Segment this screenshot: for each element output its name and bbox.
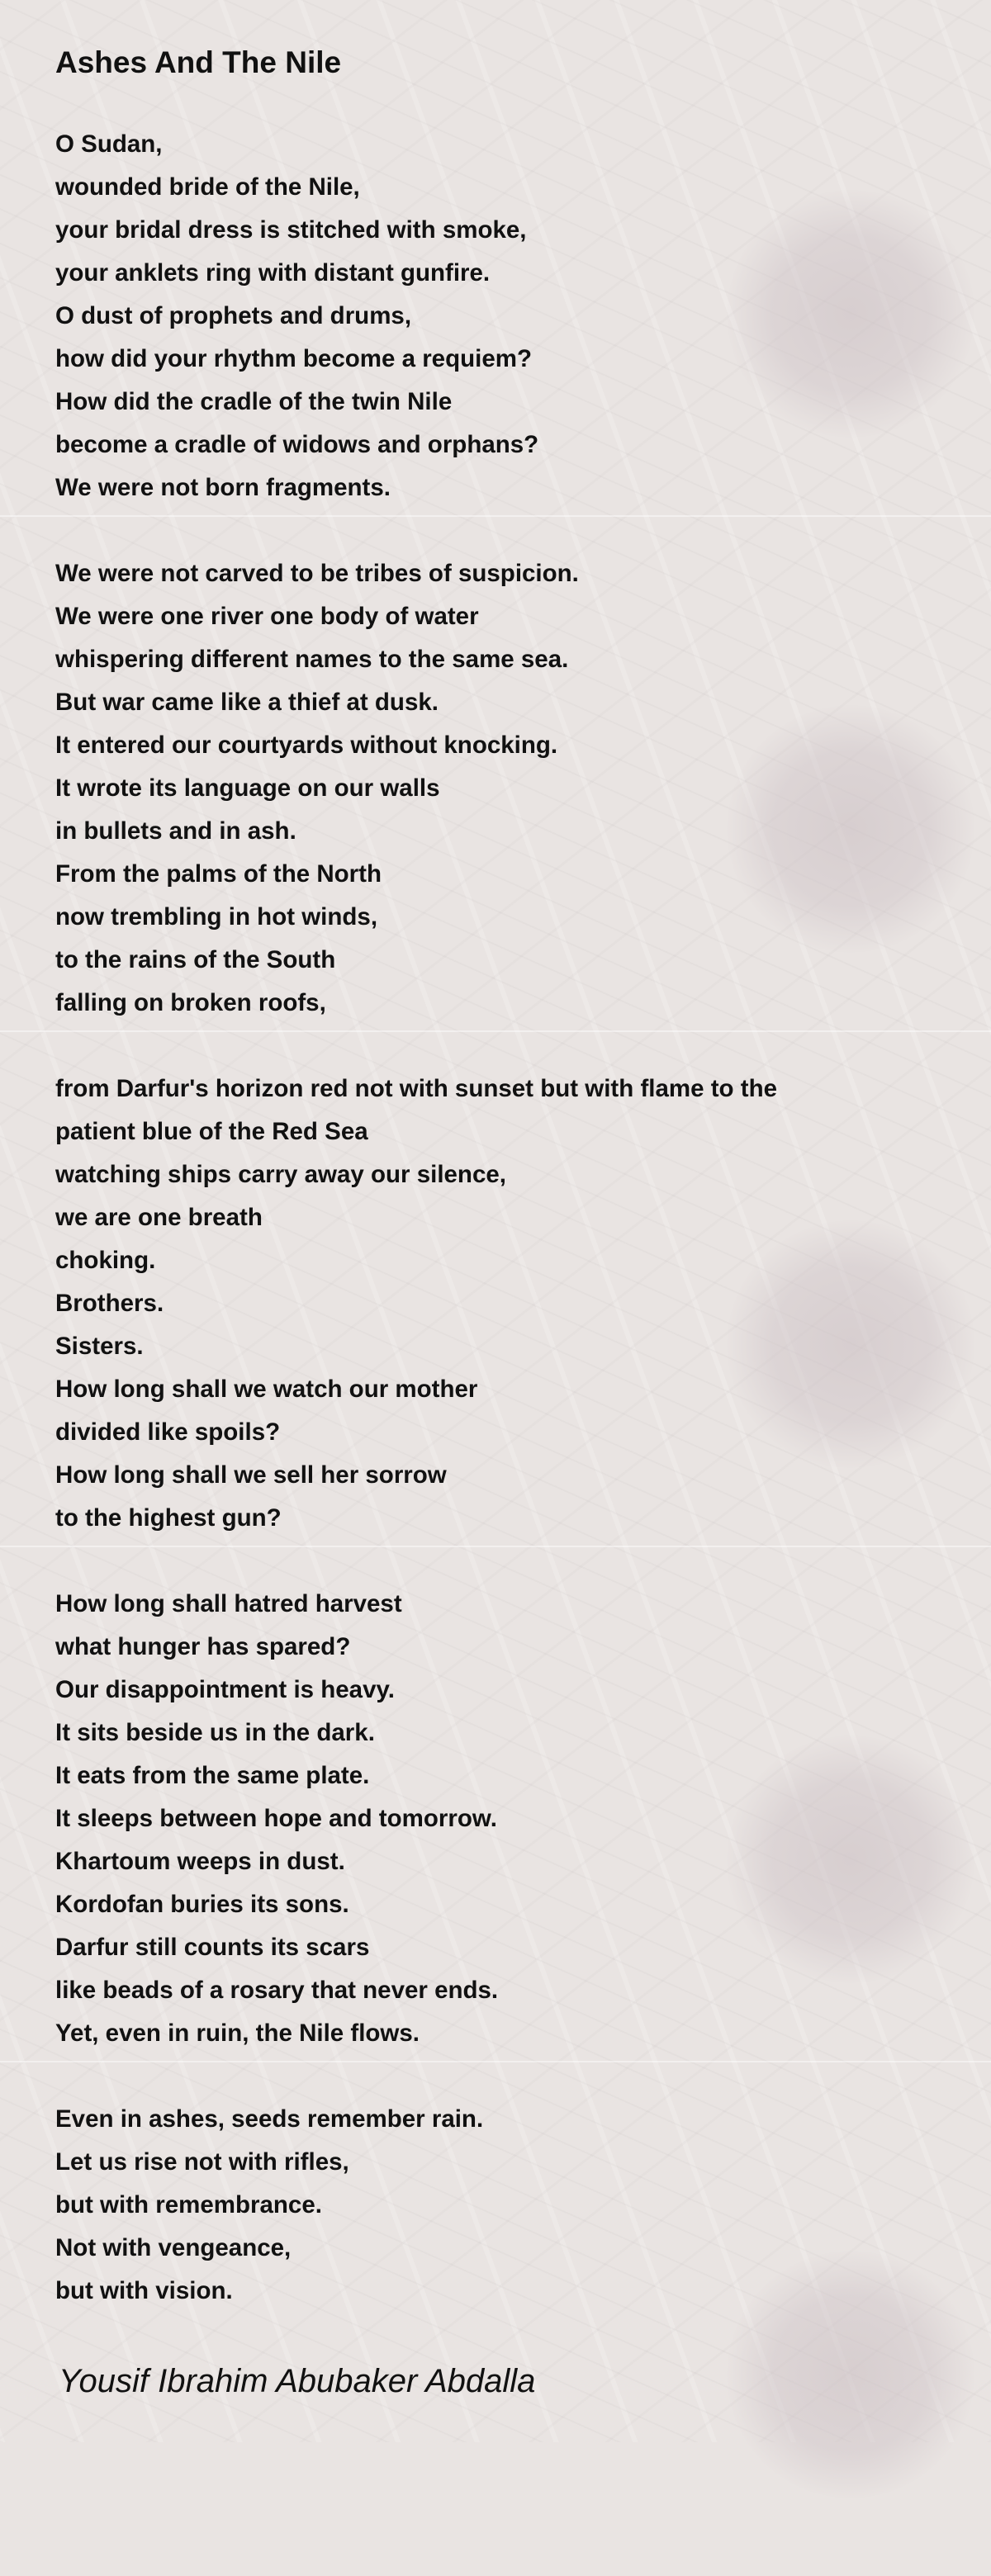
stanza-3 xyxy=(55,1068,947,1540)
poem-line: We were one river one body of water xyxy=(55,603,479,630)
band-divider xyxy=(0,2061,991,2062)
poem-line: Khartoum weeps in dust. xyxy=(55,1848,345,1875)
poem-line: watching ships carry away our silence, xyxy=(55,1161,506,1188)
poem-line: How did the cradle of the twin Nile xyxy=(55,388,453,415)
poem-line: O dust of prophets and drums, xyxy=(55,302,412,329)
poem-line: falling on broken roofs, xyxy=(55,989,326,1016)
poem-line: what hunger has spared? xyxy=(55,1633,351,1660)
poem-line: to the rains of the South xyxy=(55,946,336,973)
poem-line: your bridal dress is stitched with smoke, xyxy=(55,216,527,244)
poem-line: Brothers. xyxy=(55,1290,164,1317)
poem-line: It entered our courtyards without knocking. xyxy=(55,732,558,759)
poem-line: your anklets ring with distant gunfire. xyxy=(55,259,491,286)
poem-line: but with vision. xyxy=(55,2277,233,2304)
poem-line: It wrote its language on our walls xyxy=(55,774,440,802)
poem-line: choking. xyxy=(55,1247,156,1274)
poem-line: Sisters. xyxy=(55,1333,144,1360)
poem-line: It sits beside us in the dark. xyxy=(55,1719,375,1746)
poem-author: Yousif Ibrahim Abubaker Abdalla xyxy=(59,2363,536,2399)
poem-line: wounded bride of the Nile, xyxy=(55,173,360,201)
poem-line: It sleeps between hope and tomorrow. xyxy=(55,1805,497,1832)
poem-line: we are one breath xyxy=(55,1204,263,1231)
poem-line: how did your rhythm become a requiem? xyxy=(55,345,532,372)
poem-line: to the highest gun? xyxy=(55,1504,282,1532)
poem-line: O Sudan, xyxy=(55,130,163,158)
stanza-1 xyxy=(55,123,947,509)
stanza-2 xyxy=(55,552,947,1025)
poem-line: in bullets and in ash. xyxy=(55,817,296,845)
poem-line: patient blue of the Red Sea xyxy=(55,1118,368,1145)
stanza-4 xyxy=(55,1583,947,2055)
poem-line: from Darfur's horizon red not with sunset but with flame to the xyxy=(55,1075,777,1102)
poem-line: divided like spoils? xyxy=(55,1418,281,1446)
band-divider xyxy=(0,1546,991,1547)
poem-line: Our disappointment is heavy. xyxy=(55,1676,395,1703)
poem-line: Yet, even in ruin, the Nile flows. xyxy=(55,2020,420,2047)
stanza-5 xyxy=(55,2098,947,2313)
poem-title: Ashes And The Nile xyxy=(55,45,342,79)
poem-line: From the palms of the North xyxy=(55,860,382,888)
poem-line: whispering different names to the same sea. xyxy=(55,646,569,673)
poem-line: But war came like a thief at dusk. xyxy=(55,689,439,716)
poem-line: Kordofan buries its sons. xyxy=(55,1891,349,1918)
poem-line: Darfur still counts its scars xyxy=(55,1934,370,1961)
poem-line: It eats from the same plate. xyxy=(55,1762,370,1789)
poem-line: but with remembrance. xyxy=(55,2191,322,2218)
band-divider xyxy=(0,1030,991,1032)
poem-line: become a cradle of widows and orphans? xyxy=(55,431,539,458)
poem-line: We were not carved to be tribes of suspicion. xyxy=(55,560,579,587)
poem-line: We were not born fragments. xyxy=(55,474,391,501)
poem-line: like beads of a rosary that never ends. xyxy=(55,1977,499,2004)
poem-line: now trembling in hot winds, xyxy=(55,903,378,930)
poem-line: How long shall we watch our mother xyxy=(55,1376,478,1403)
poem-line: How long shall we sell her sorrow xyxy=(55,1461,447,1489)
band-divider xyxy=(0,515,991,517)
poem-line: Even in ashes, seeds remember rain. xyxy=(55,2105,484,2133)
poem-line: How long shall hatred harvest xyxy=(55,1590,402,1617)
poem-line: Let us rise not with rifles, xyxy=(55,2148,349,2176)
poem-line: Not with vengeance, xyxy=(55,2234,292,2261)
